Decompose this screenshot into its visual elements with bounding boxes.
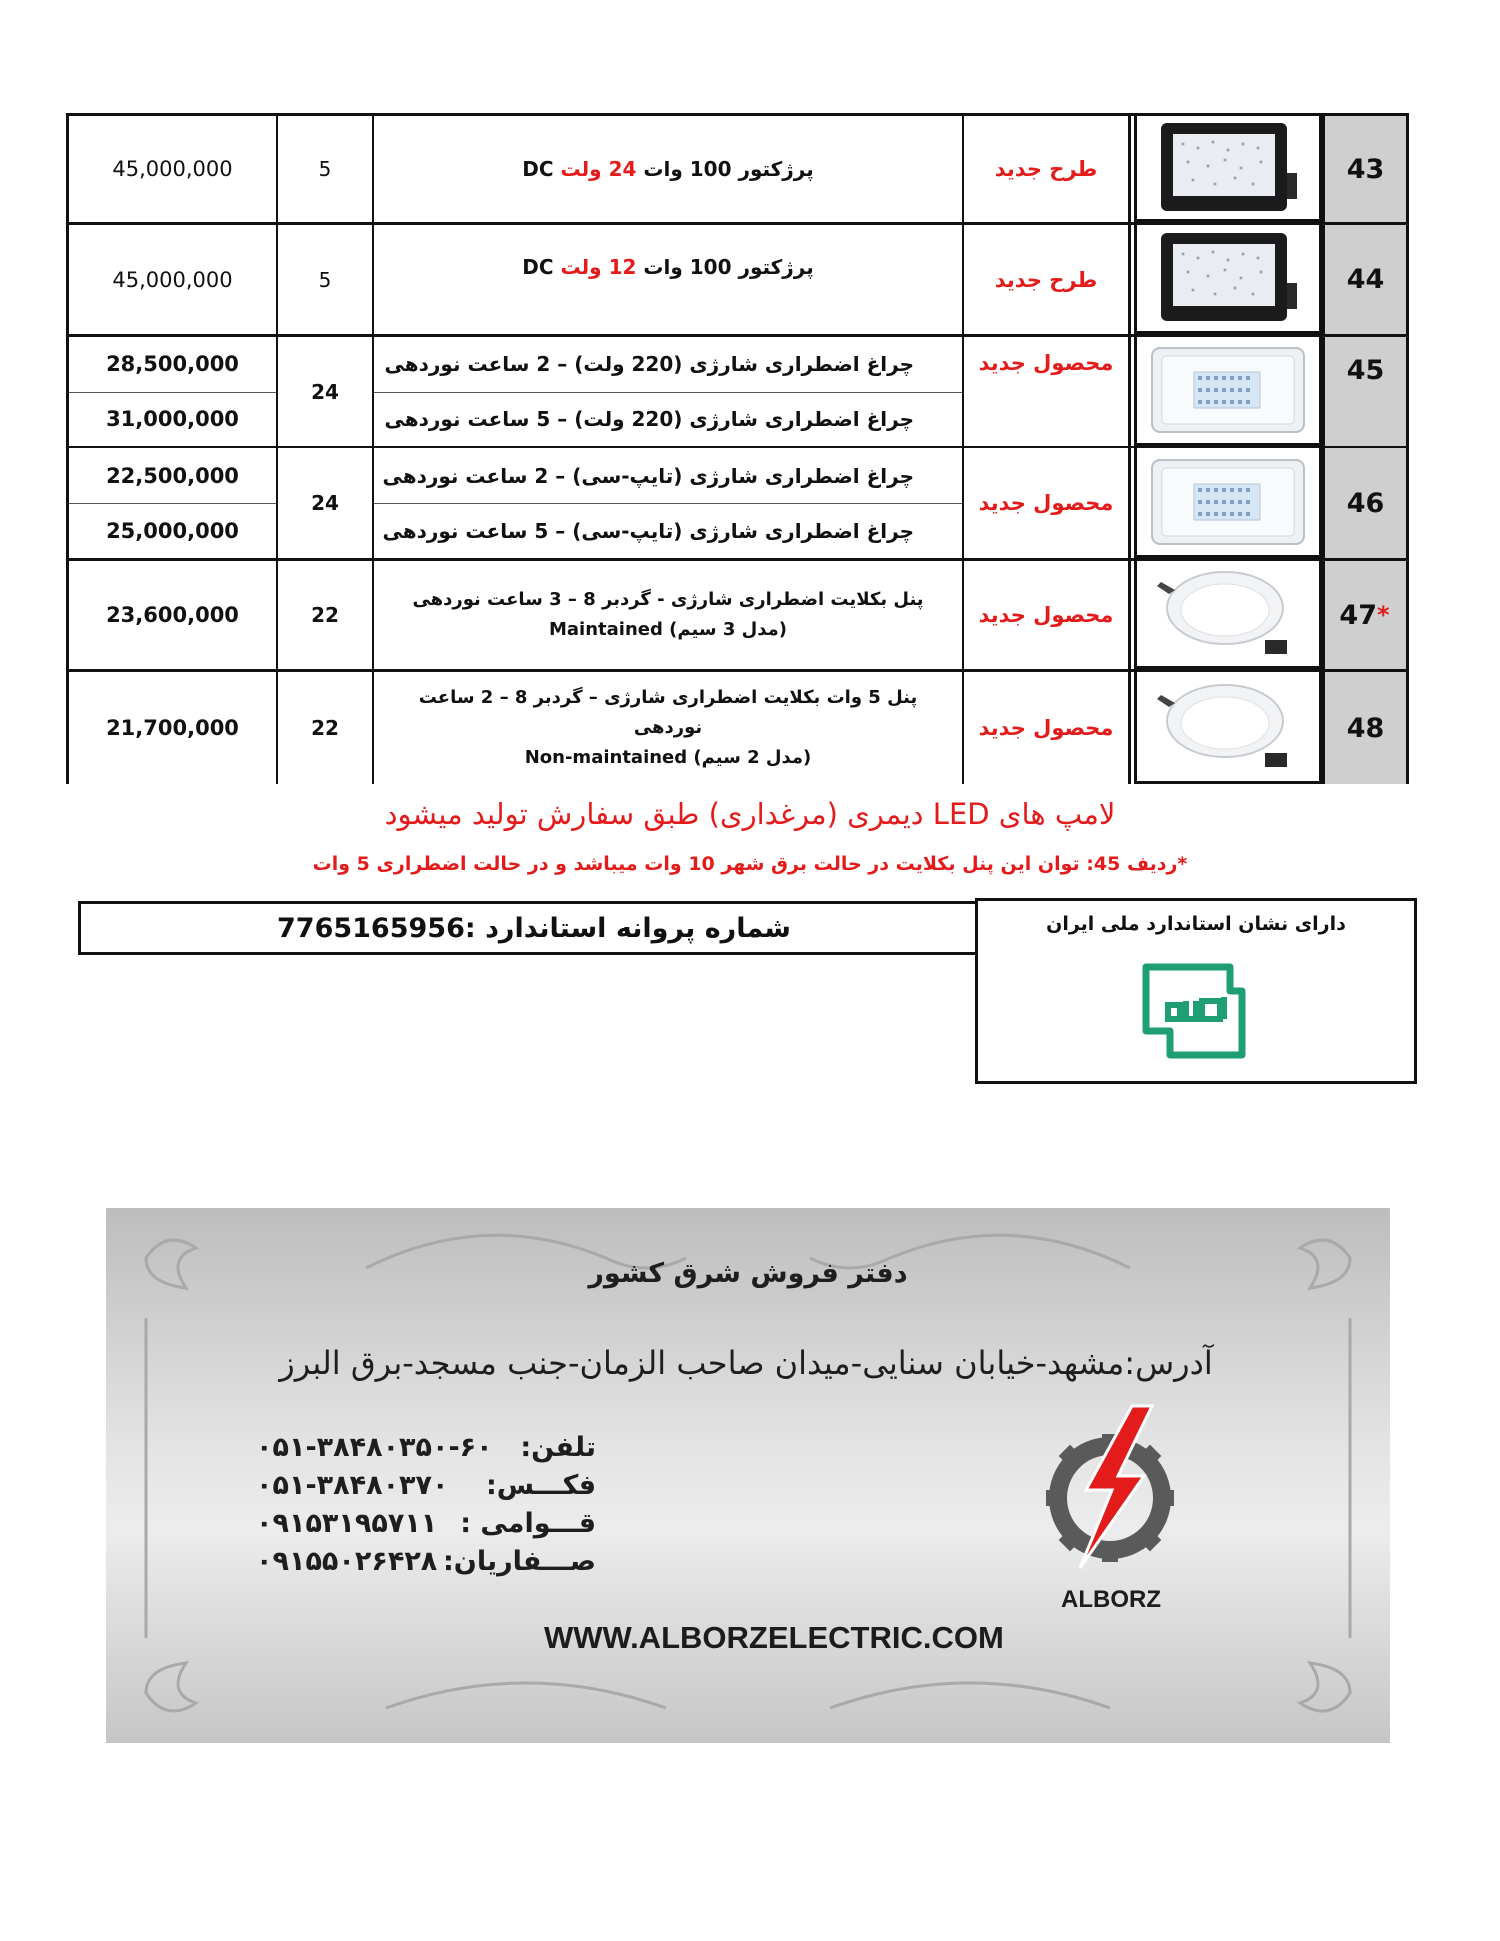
- description-cell: [374, 116, 964, 222]
- iran-standard-logo-icon: [1138, 961, 1250, 1061]
- price-value: 25,000,000: [106, 518, 239, 543]
- status-badge: طرح جدید: [964, 116, 1131, 222]
- website-url[interactable]: WWW.ALBORZELECTRIC.COM: [544, 1620, 1004, 1655]
- row-number-text: 47: [1339, 599, 1377, 631]
- emergency-light-icon: [1148, 342, 1308, 438]
- price-cell: [66, 561, 278, 669]
- contact-label: قـــوامی :: [460, 1508, 596, 1539]
- standard-title: دارای نشان استاندارد ملی ایران: [1046, 913, 1346, 935]
- standard-license-box: [78, 901, 990, 955]
- contact-label: صـــفاریان:: [442, 1546, 596, 1577]
- contact-card: [106, 1208, 1390, 1743]
- row-number: 44: [1322, 225, 1409, 334]
- status-badge: محصول جدید: [964, 561, 1131, 669]
- price-value: 45,000,000: [112, 267, 233, 292]
- description-cell: [374, 561, 964, 669]
- description-model: (مدل 2 سیم) Non-maintained: [524, 747, 812, 768]
- description-text: چراغ اضطراری شارژی (220 ولت) – 2 ساعت نوردهی: [374, 337, 962, 393]
- status-badge: محصول جدید: [964, 448, 1131, 558]
- contact-fax: [256, 1470, 596, 1506]
- dimmable-led-note: لامپ های LED دیمری (مرغداری) طبق سفارش تولید میشود: [384, 797, 1116, 831]
- table-row: [66, 113, 1409, 225]
- table-row: [66, 337, 1409, 448]
- product-image-floodlight: [1134, 116, 1322, 222]
- contact-mobile: [256, 1546, 596, 1582]
- quantity-cell: 22: [278, 561, 374, 669]
- contact-label: تلفن:: [520, 1432, 596, 1463]
- description-cell: [374, 672, 964, 784]
- description-text: پنل بکلایت اضطراری شارژی - گردبر 8 – 3 ساعت نوردهی: [412, 589, 924, 610]
- license-number: شماره پروانه استاندارد :7765165956: [277, 912, 791, 944]
- description-text: چراغ اضطراری شارژی (تایپ-سی) – 2 ساعت نوردهی: [374, 448, 962, 504]
- row-number: 45: [1322, 337, 1409, 446]
- row-45-footnote: *ردیف 45: توان این پنل بکلایت در حالت برق شهر 10 وات میباشد و در حالت اضطراری 5 وات: [312, 853, 1188, 875]
- status-badge: محصول جدید: [964, 672, 1131, 784]
- table-row: [66, 672, 1409, 784]
- round-panel-icon: [1153, 677, 1303, 777]
- quantity-cell: 5: [278, 116, 374, 222]
- price-value: 22,500,000: [69, 448, 276, 504]
- round-panel-icon: [1153, 564, 1303, 664]
- row-number: [1322, 561, 1409, 669]
- product-image-floodlight: [1134, 225, 1322, 334]
- price-cell: [66, 337, 278, 446]
- price-value: 31,000,000: [106, 406, 239, 431]
- contact-value: ۰۵۱-۳۸۴۸۰۳۷۰: [256, 1470, 449, 1501]
- office-title: دفتر فروش شرق کشور: [588, 1258, 908, 1289]
- description-model: (مدل 3 سیم) Maintained: [549, 619, 787, 640]
- quantity-cell: 22: [278, 672, 374, 784]
- product-image-round-panel: [1134, 561, 1322, 669]
- price-cell: [66, 225, 278, 334]
- contact-label: فکـــس:: [485, 1470, 596, 1501]
- row-number: 43: [1322, 116, 1409, 222]
- row-number: 48: [1322, 672, 1409, 784]
- brand-name: ALBORZ: [1061, 1586, 1161, 1613]
- table-row: [66, 225, 1409, 337]
- description-cell: [374, 448, 964, 558]
- floodlight-icon: [1153, 228, 1303, 328]
- floodlight-icon: [1153, 118, 1303, 218]
- current-type-text: DC: [522, 255, 561, 279]
- description-text: چراغ اضطراری شارژی (220 ولت) – 5 ساعت نوردهی: [384, 406, 914, 431]
- description-text: چراغ اضطراری شارژی (تایپ-سی) – 5 ساعت نوردهی: [382, 518, 914, 543]
- price-cell: [66, 116, 278, 222]
- status-badge: طرح جدید: [964, 225, 1131, 334]
- product-image-emergency-light: [1134, 448, 1322, 558]
- current-type-text: DC: [522, 157, 561, 181]
- price-value: 28,500,000: [69, 337, 276, 393]
- product-image-round-panel: [1134, 672, 1322, 784]
- contact-value: ۰۹۱۵۳۱۹۵۷۱۱: [256, 1508, 438, 1539]
- contact-value: ۰۵۱-۳۸۴۸۰۳۵۰-۶۰: [256, 1432, 493, 1463]
- price-value: 23,600,000: [106, 603, 239, 627]
- status-badge: محصول جدید: [964, 337, 1131, 446]
- price-table: [66, 113, 1409, 784]
- description-text: پنل 5 وات بکلایت اضطراری شارژی – گردبر 8 – 2 ساعت نوردهی: [418, 687, 918, 738]
- footnote-star: *: [1377, 601, 1390, 629]
- voltage-text: 24 ولت: [560, 157, 637, 181]
- office-address: آدرس:مشهد-خیابان سنایی-میدان صاحب الزمان-جنب مسجد-برق البرز: [279, 1344, 1213, 1382]
- row-number: 46: [1322, 448, 1409, 558]
- contact-phone: [256, 1432, 596, 1468]
- table-row: [66, 561, 1409, 672]
- product-image-emergency-light: [1134, 337, 1322, 446]
- description-text: پرژکتور 100 وات: [636, 255, 814, 279]
- price-cell: [66, 672, 278, 784]
- emergency-light-icon: [1148, 454, 1308, 550]
- quantity-cell: 24: [278, 448, 374, 558]
- contact-mobile: [256, 1508, 596, 1544]
- price-value: 21,700,000: [106, 716, 239, 740]
- description-cell: [374, 337, 964, 446]
- quantity-cell: 24: [278, 337, 374, 446]
- voltage-text: 12 ولت: [560, 255, 637, 279]
- quantity-cell: 5: [278, 225, 374, 334]
- alborz-gear-bolt-logo-icon: [1040, 1398, 1180, 1578]
- description-text: پرژکتور 100 وات: [636, 157, 814, 181]
- price-cell: [66, 448, 278, 558]
- national-standard-box: [975, 898, 1417, 1084]
- description-cell: [374, 225, 964, 334]
- contact-value: ۰۹۱۵۵۰۲۶۴۲۸: [256, 1546, 438, 1577]
- table-row: [66, 448, 1409, 561]
- price-value: 45,000,000: [112, 157, 233, 181]
